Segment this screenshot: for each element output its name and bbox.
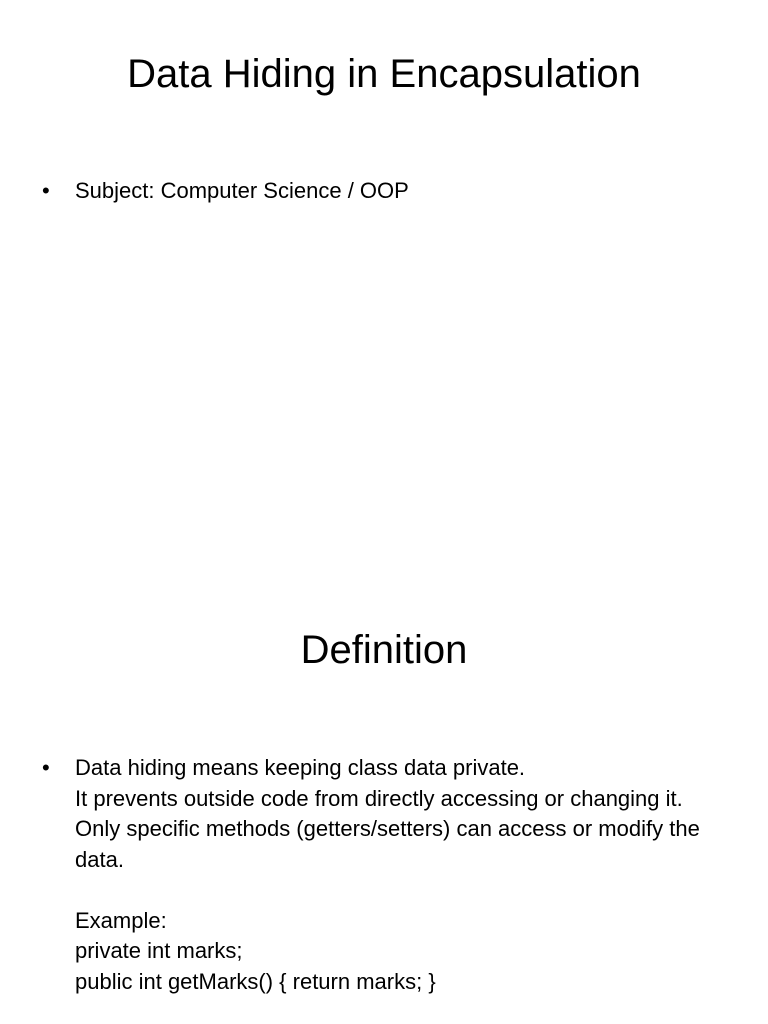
bullet-text-line: Example: [75,907,167,933]
bullet-item [38,176,708,207]
bullet-text-line: Only specific methods (getters/setters) can access or modify the data. [75,816,706,872]
bullet-text-line: It prevents outside code from directly accessing or changing it. [75,785,683,811]
bullet-text-line: Data hiding means keeping class data private. [75,755,526,780]
bullet-icon: • [42,755,50,780]
bullet-item [38,753,708,997]
slide-2-title: Definition [300,628,468,672]
bullet-text-line: Subject: Computer Science / OOP [75,178,409,203]
bullet-icon: • [42,178,50,203]
code-line: private int marks; [75,938,243,963]
slide-2-bullet-list [38,753,708,997]
slide-1-title: Data Hiding in Encapsulation [127,52,641,96]
slide-1-bullet-list [38,176,708,207]
slide-2 [0,576,768,1024]
bullet-blank-line [75,875,708,906]
code-line: public int getMarks() { return marks; } [75,968,436,994]
